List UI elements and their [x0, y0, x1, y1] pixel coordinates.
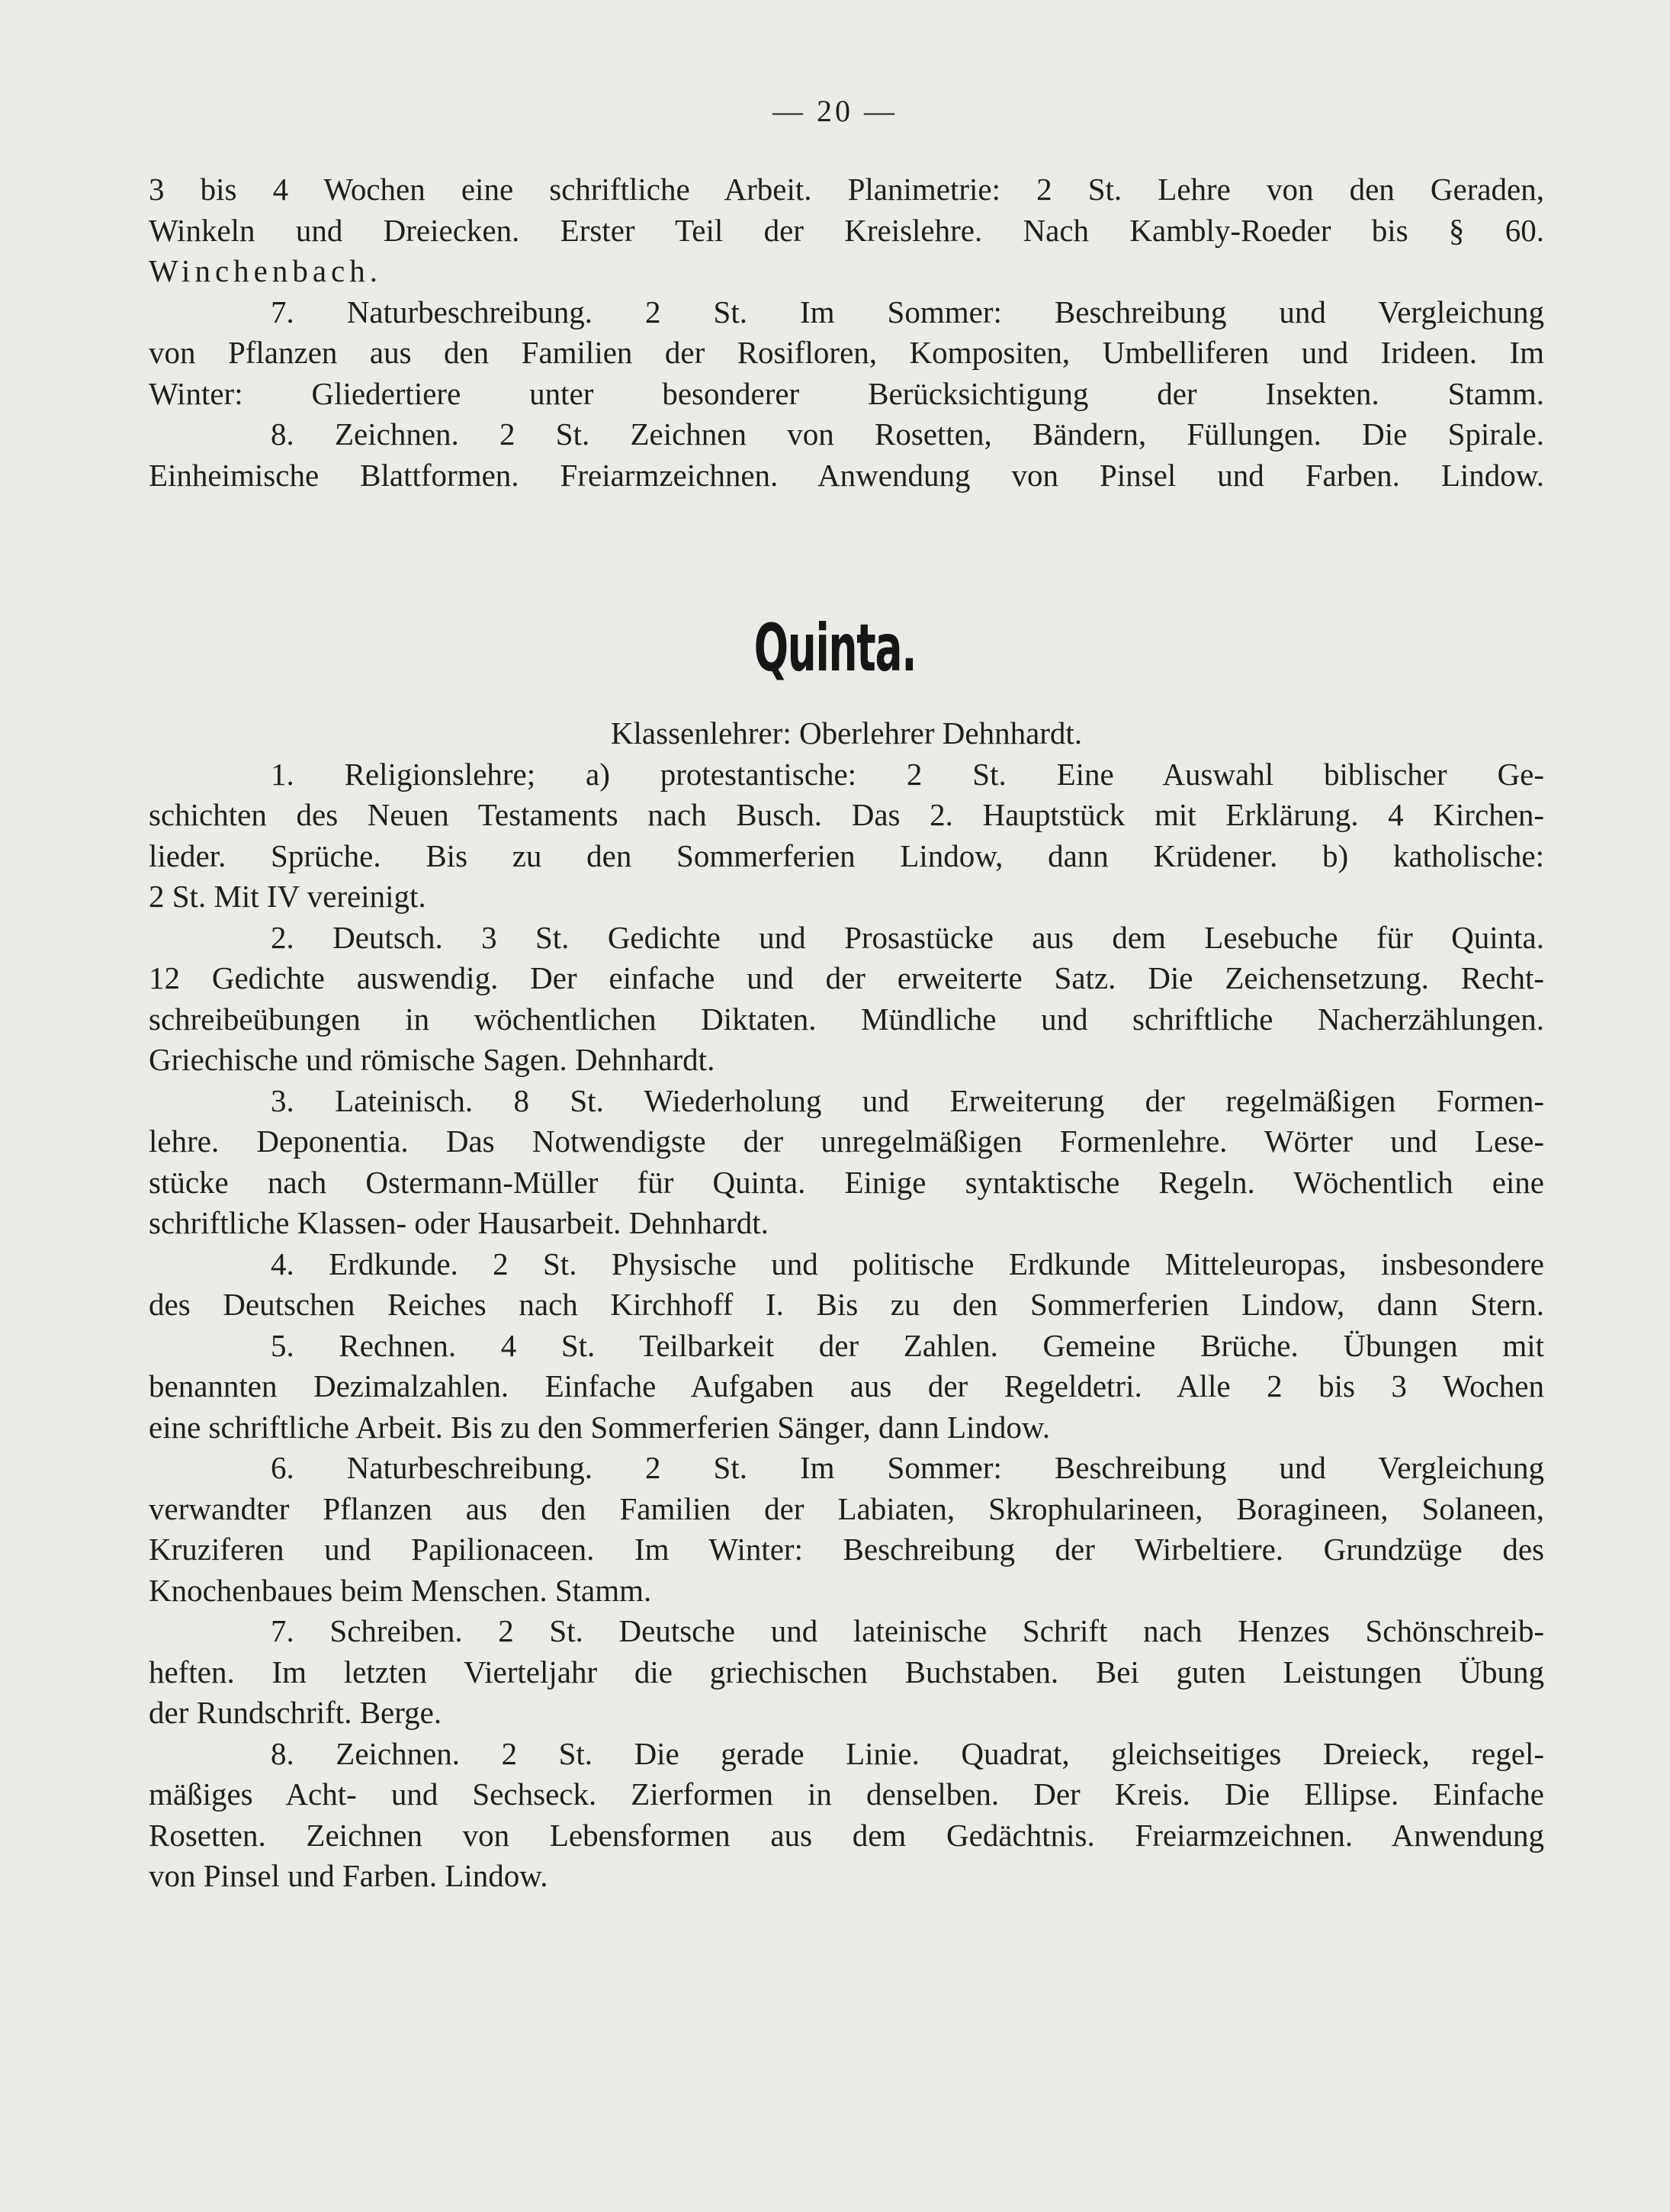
- text-line: von Pinsel und Farben. Lindow.: [149, 1858, 548, 1893]
- text-line: benannten Dezimalzahlen. Einfache Aufgaben aus der Regeldetri. Alle 2 bis 3 Wochen: [149, 1368, 1544, 1403]
- section-continuation: [149, 169, 1544, 496]
- text-line: schriftliche Klassen- oder Hausarbeit. Dehnhardt.: [149, 1205, 769, 1240]
- text-line: 2 St. Mit IV vereinigt.: [149, 879, 426, 914]
- text-line: 5. Rechnen. 4 St. Teilbarkeit der Zahlen. Gemeine Brüche. Übungen mit: [271, 1327, 1544, 1363]
- text-line: heften. Im letzten Vierteljahr die griechischen Buchstaben. Bei guten Leistungen Übung: [149, 1654, 1544, 1690]
- text-line: der Rundschrift. Berge.: [149, 1695, 442, 1730]
- section-quinta: [149, 713, 1544, 1897]
- text-line: eine schriftliche Arbeit. Bis zu den Sommerferien Sänger, dann Lindow.: [149, 1409, 1051, 1445]
- text-line: des Deutschen Reiches nach Kirchhoff I. Bis zu den Sommerferien Lindow, dann Stern.: [149, 1287, 1544, 1322]
- page-number: — 20 —: [772, 94, 898, 128]
- text-line: 2. Deutsch. 3 St. Gedichte und Prosastücke aus dem Lesebuche für Quinta.: [271, 919, 1544, 955]
- text-line: 12 Gedichte auswendig. Der einfache und der erweiterte Satz. Die Zeichensetzung. Recht-: [149, 960, 1544, 995]
- text-line: 6. Naturbeschreibung. 2 St. Im Sommer: Beschreibung und Vergleichung: [271, 1450, 1544, 1485]
- text-line: lieder. Sprüche. Bis zu den Sommerferien Lindow, dann Krüdener. b) katholische:: [149, 838, 1544, 873]
- text-line: stücke nach Ostermann-Müller für Quinta. Einige syntaktische Regeln. Wöchentlich eine: [149, 1164, 1544, 1200]
- text-line: Knochenbaues beim Menschen. Stamm.: [149, 1572, 652, 1608]
- text-line: 7. Naturbeschreibung. 2 St. Im Sommer: Beschreibung und Vergleichung: [271, 294, 1544, 330]
- class-teacher-line: Klassenlehrer: Oberlehrer Dehnhardt.: [610, 715, 1083, 751]
- text-line: 8. Zeichnen. 2 St. Zeichnen von Rosetten, Bändern, Füllungen. Die Spirale.: [271, 416, 1544, 452]
- text-line: 3 bis 4 Wochen eine schriftliche Arbeit. Planimetrie: 2 St. Lehre von den Geraden,: [149, 172, 1544, 207]
- text-line: Winchenbach.: [149, 253, 382, 288]
- text-line: Kruziferen und Papilionaceen. Im Winter: Beschreibung der Wirbeltiere. Grundzüge des: [149, 1532, 1544, 1567]
- text-line: von Pflanzen aus den Familien der Rosifloren, Kompositen, Umbelliferen und Irideen. Im: [149, 335, 1544, 370]
- text-line: schichten des Neuen Testaments nach Busch. Das 2. Hauptstück mit Erklärung. 4 Kirchen-: [149, 797, 1544, 832]
- text-line: schreibeübungen in wöchentlichen Diktaten. Mündliche und schriftliche Nacherzählungen.: [149, 1001, 1544, 1037]
- text-line: mäßiges Acht- und Sechseck. Zierformen in denselben. Der Kreis. Die Ellipse. Einfache: [149, 1776, 1544, 1812]
- text-line: lehre. Deponentia. Das Notwendigste der unregelmäßigen Formenlehre. Wörter und Lese-: [149, 1124, 1544, 1159]
- text-line: Rosetten. Zeichnen von Lebensformen aus dem Gedächtnis. Freiarmzeichnen. Anwendung: [149, 1817, 1544, 1853]
- text-line: Griechische und römische Sagen. Dehnhardt.: [149, 1042, 715, 1077]
- text-line: Winter: Gliedertiere unter besonderer Berücksichtigung der Insekten. Stamm.: [149, 375, 1544, 411]
- text-line: Einheimische Blattformen. Freiarmzeichnen. Anwendung von Pinsel und Farben. Lindow.: [149, 457, 1544, 493]
- text-line: verwandter Pflanzen aus den Familien der Labiaten, Skrophularineen, Boragineen, Solaneen,: [149, 1490, 1544, 1526]
- text-line: 3. Lateinisch. 8 St. Wiederholung und Erweiterung der regelmäßigen Formen-: [271, 1082, 1544, 1118]
- section-heading-quinta: Quinta.: [753, 610, 917, 686]
- text-line: 1. Religionslehre; a) protestantische: 2 St. Eine Auswahl biblischer Ge-: [271, 756, 1544, 792]
- text-line: Winkeln und Dreiecken. Erster Teil der Kreislehre. Nach Kambly-Roeder bis § 60.: [149, 212, 1544, 248]
- text-line: 7. Schreiben. 2 St. Deutsche und lateinische Schrift nach Henzes Schönschreib-: [271, 1613, 1544, 1648]
- text-line: 4. Erdkunde. 2 St. Physische und politische Erdkunde Mitteleuropas, insbesondere: [271, 1246, 1544, 1281]
- text-line: 8. Zeichnen. 2 St. Die gerade Linie. Quadrat, gleichseitiges Dreieck, regel-: [271, 1735, 1544, 1771]
